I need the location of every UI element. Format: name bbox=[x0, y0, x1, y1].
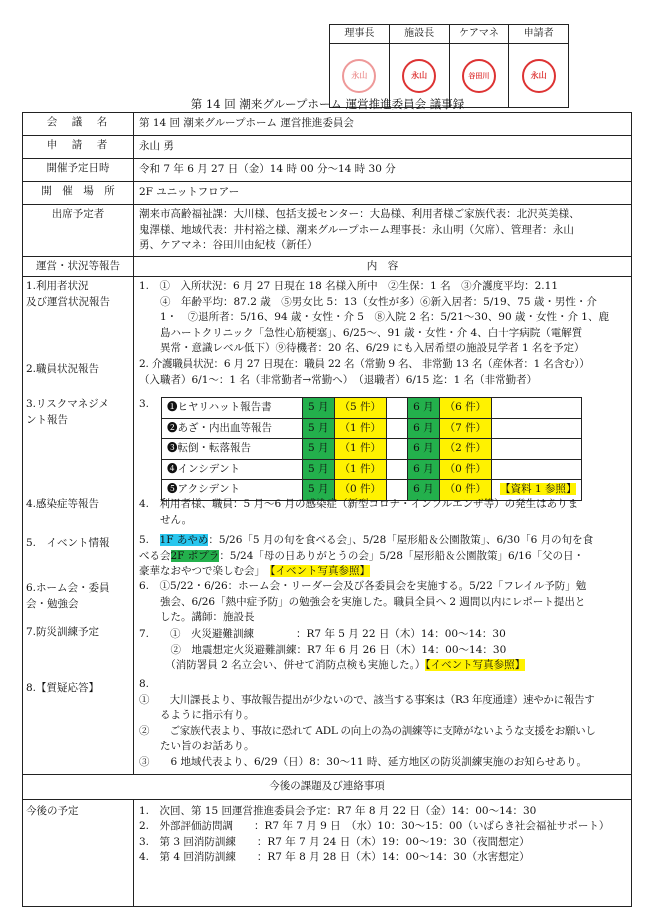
stamp-label: 施設長 bbox=[390, 25, 449, 44]
seal-icon: 永山 bbox=[522, 59, 556, 93]
risk-row: ❹インシデント 5 月 （1 件） 6 月 （0 件） bbox=[162, 459, 582, 480]
applicant-value: 永山 勇 bbox=[134, 136, 632, 159]
section-2-staff: 2. 介護職員状況：6 月 27 日現在：職員 22 名（常勤 9 名、 非常勤 13 名（産休者：1 名含む）） （入職者）6/1～：1 名（非常勤者→常勤へ） （退職者）6/15 迄：1 名（非常勤者） bbox=[139, 358, 590, 386]
list-item: 1. 次回、第 15 回運営推進委員会予定：R7 年 8 月 22 日（金）14：00～14：30 bbox=[139, 804, 537, 817]
applicant-label: 申 請 者 bbox=[23, 136, 134, 159]
section-6-meetings: 6. ①5/22・6/26：ホーム会・リーダー会及び各委員会を実施する。5/22「フレイル予防」勉 強会、6/26「熱中症予防」の勉強会を実施した。職員全員へ 2 週間以内にレポート提出と した。講師：施設長 bbox=[139, 580, 587, 623]
stamp-label: ケアマネ bbox=[450, 25, 509, 44]
risk-row: ❶ヒヤリハット報告書 5 月 （5 件） 6 月 （6 件） bbox=[162, 398, 582, 419]
risk-table bbox=[161, 397, 582, 501]
section-3-risk: 3. ❶ヒヤリハット報告書 5 月 （5 件） 6 月 （6 件） ❷あざ・内出血等報告 5 月 （1 件） 6 月 （7 件） ❸転倒・転落報告 5 月 （1 件） 6 月 （2 件） ❹インシデント 5 月 （1 件） 6 月 （0 件） ❺アクシデント 5 月 （0 件） 6 月 （0 件） 【資料 1 参照】 bbox=[139, 397, 626, 497]
meeting-name-label: 会 議 名 bbox=[23, 113, 134, 136]
risk-row: ❺アクシデント 5 月 （0 件） 6 月 （0 件） 【資料 1 参照】 bbox=[162, 480, 582, 501]
future-items bbox=[134, 799, 632, 906]
content-body bbox=[134, 277, 632, 775]
seal-icon: 永山 bbox=[342, 59, 376, 93]
unit-2f-badge: 2F ポプラ bbox=[170, 549, 220, 562]
place-value: 2F ユニットフロアー bbox=[134, 182, 632, 205]
future-label: 今後の予定 bbox=[23, 799, 134, 906]
future-header: 今後の課題及び連絡事項 bbox=[23, 775, 632, 800]
section-1-residents: 1. ① 入所状況：6 月 27 日現在 18 名様入所中 ②生保：1 名 ③介護度平均：2.11 ④ 年齢平均：87.2 歳 ⑤男女比 5：13（女性が多）⑥新入居者：5/19、75 歳・男性・介 1・ ⑦退所者：5/16、94 歳・女性・介 5 ⑧入院 2 名：5/21～30、90 歳・女性・介 1、鹿 島ハートクリニック「急性心筋梗塞」、6/25～、91 歳・女性・介 4、白十字病院（電解質 異常・意識レベル低下）⑨待機者：20 名、6/29 にも入居希望の施設見学者 1 名を予定） bbox=[139, 280, 609, 354]
content-header-label: 内 容 bbox=[134, 256, 632, 277]
place-label: 開 催 場 所 bbox=[23, 182, 134, 205]
risk-row: ❷あざ・内出血等報告 5 月 （1 件） 6 月 （7 件） bbox=[162, 418, 582, 439]
document-title: 第 14 回 潮来グループホーム 運営推進委員会 議事録 bbox=[190, 97, 465, 111]
seal-icon: 谷田川 bbox=[462, 59, 496, 93]
list-item: 4. 第 4 回消防訓練 ：R7 年 8 月 28 日（木）14：00～14：30（水害想定） bbox=[139, 851, 530, 863]
attendees-label: 出席予定者 bbox=[23, 205, 134, 257]
section-8-qa: 8. ① 大川課長より、事故報告提出が少ないので、該当する事案は（R3 年度通達）速やかに報告す るように指示有り。 ② ご家族代表より、事故に恐れて ADL の向上の為の訓練等に支障がないような支援をお願いし たい旨のお話あり。 ③ 6 地域代表より、6/29（日）8：30～11 時、延方地区の防災訓練実施のお知らせあり。 bbox=[139, 678, 596, 768]
date-label: 開催予定日時 bbox=[23, 159, 134, 182]
section-labels: 1.利用者状況 及び運営状況報告 2.職員状況報告 3.リスクマネジメ ント報告 4.感染症等報告 5. イベント情報 6.ホーム会・委員 会・勉強会 7.防災訓練予定 8.【質疑応答】 bbox=[23, 277, 134, 775]
seal-icon: 永山 bbox=[402, 59, 436, 93]
section-7-drills: 7. ① 火災避難訓練 ：R7 年 5 月 22 日（木）14：00～14：30 ② 地震想定火災避難訓練：R7 年 6 月 26 日（木）14：00～14：30 （消防署員 2 名立会い、併せて消防点検も実施した。）【イベント写真参照】 bbox=[139, 628, 526, 671]
stamp-label: 理事長 bbox=[330, 25, 389, 44]
unit-1f-badge: 1F あやめ bbox=[159, 534, 209, 546]
stamp-chairman bbox=[330, 25, 389, 107]
minutes-table bbox=[22, 112, 632, 907]
risk-row: ❸転倒・転落報告 5 月 （1 件） 6 月 （2 件） bbox=[162, 439, 582, 460]
attendees-value: 潮来市高齢福祉課：大川様、包括支援センター：大島様、利用者様ご家族代表：北沢英美様、 鬼澤様、地域代表：井村裕之様、潮来グループホーム理事長：永山明（欠席）、管理者：永山 勇、ケアマネ：谷田川由紀枝（新任） bbox=[134, 205, 632, 257]
list-item: 3. 第 3 回消防訓練 ：R7 年 7 月 24 日（木）19：00～19：30（夜間想定） bbox=[139, 835, 530, 848]
meeting-name-value: 第 14 回 潮来グループホーム 運営推進委員会 bbox=[134, 113, 632, 136]
section-5-events: 5. 1F あやめ：5/26「5 月の旬を食べる会」、5/28「屋形船＆公園散策」、6/30「6 月の旬を食 べる会2F ポプラ：5/24「母の日ありがとうの会」5/28「屋形船＆公園散策」6/16「父の日・ 豪華なおやつで楽しむ会」 【イベント写真参照】 bbox=[139, 534, 594, 577]
date-value: 令和 7 年 6 月 27 日（金）14 時 00 分～14 時 30 分 bbox=[134, 159, 632, 182]
reference-badge: 【イベント写真参照】 bbox=[270, 565, 370, 577]
stamp-caremanager bbox=[449, 25, 509, 107]
section-4-infection: 4. 利用者様、職員：5 月～6 月の感染症（新型コロナ・インフルエンザ等）の発生はありま せん。 bbox=[139, 498, 579, 526]
list-item: 2. 外部評価訪問調 ：R7 年 7 月 9 日 （水）10：30～15：00（いばらき社会福祉サポート） bbox=[139, 820, 610, 832]
stamp-applicant bbox=[508, 25, 568, 107]
reference-badge: 【イベント写真参照】 bbox=[425, 659, 526, 671]
stamp-label: 申請者 bbox=[509, 25, 568, 44]
stamp-director bbox=[389, 25, 449, 107]
reference-badge: 【資料 1 参照】 bbox=[500, 483, 577, 495]
report-header-label: 運営・状況等報告 bbox=[23, 256, 134, 277]
